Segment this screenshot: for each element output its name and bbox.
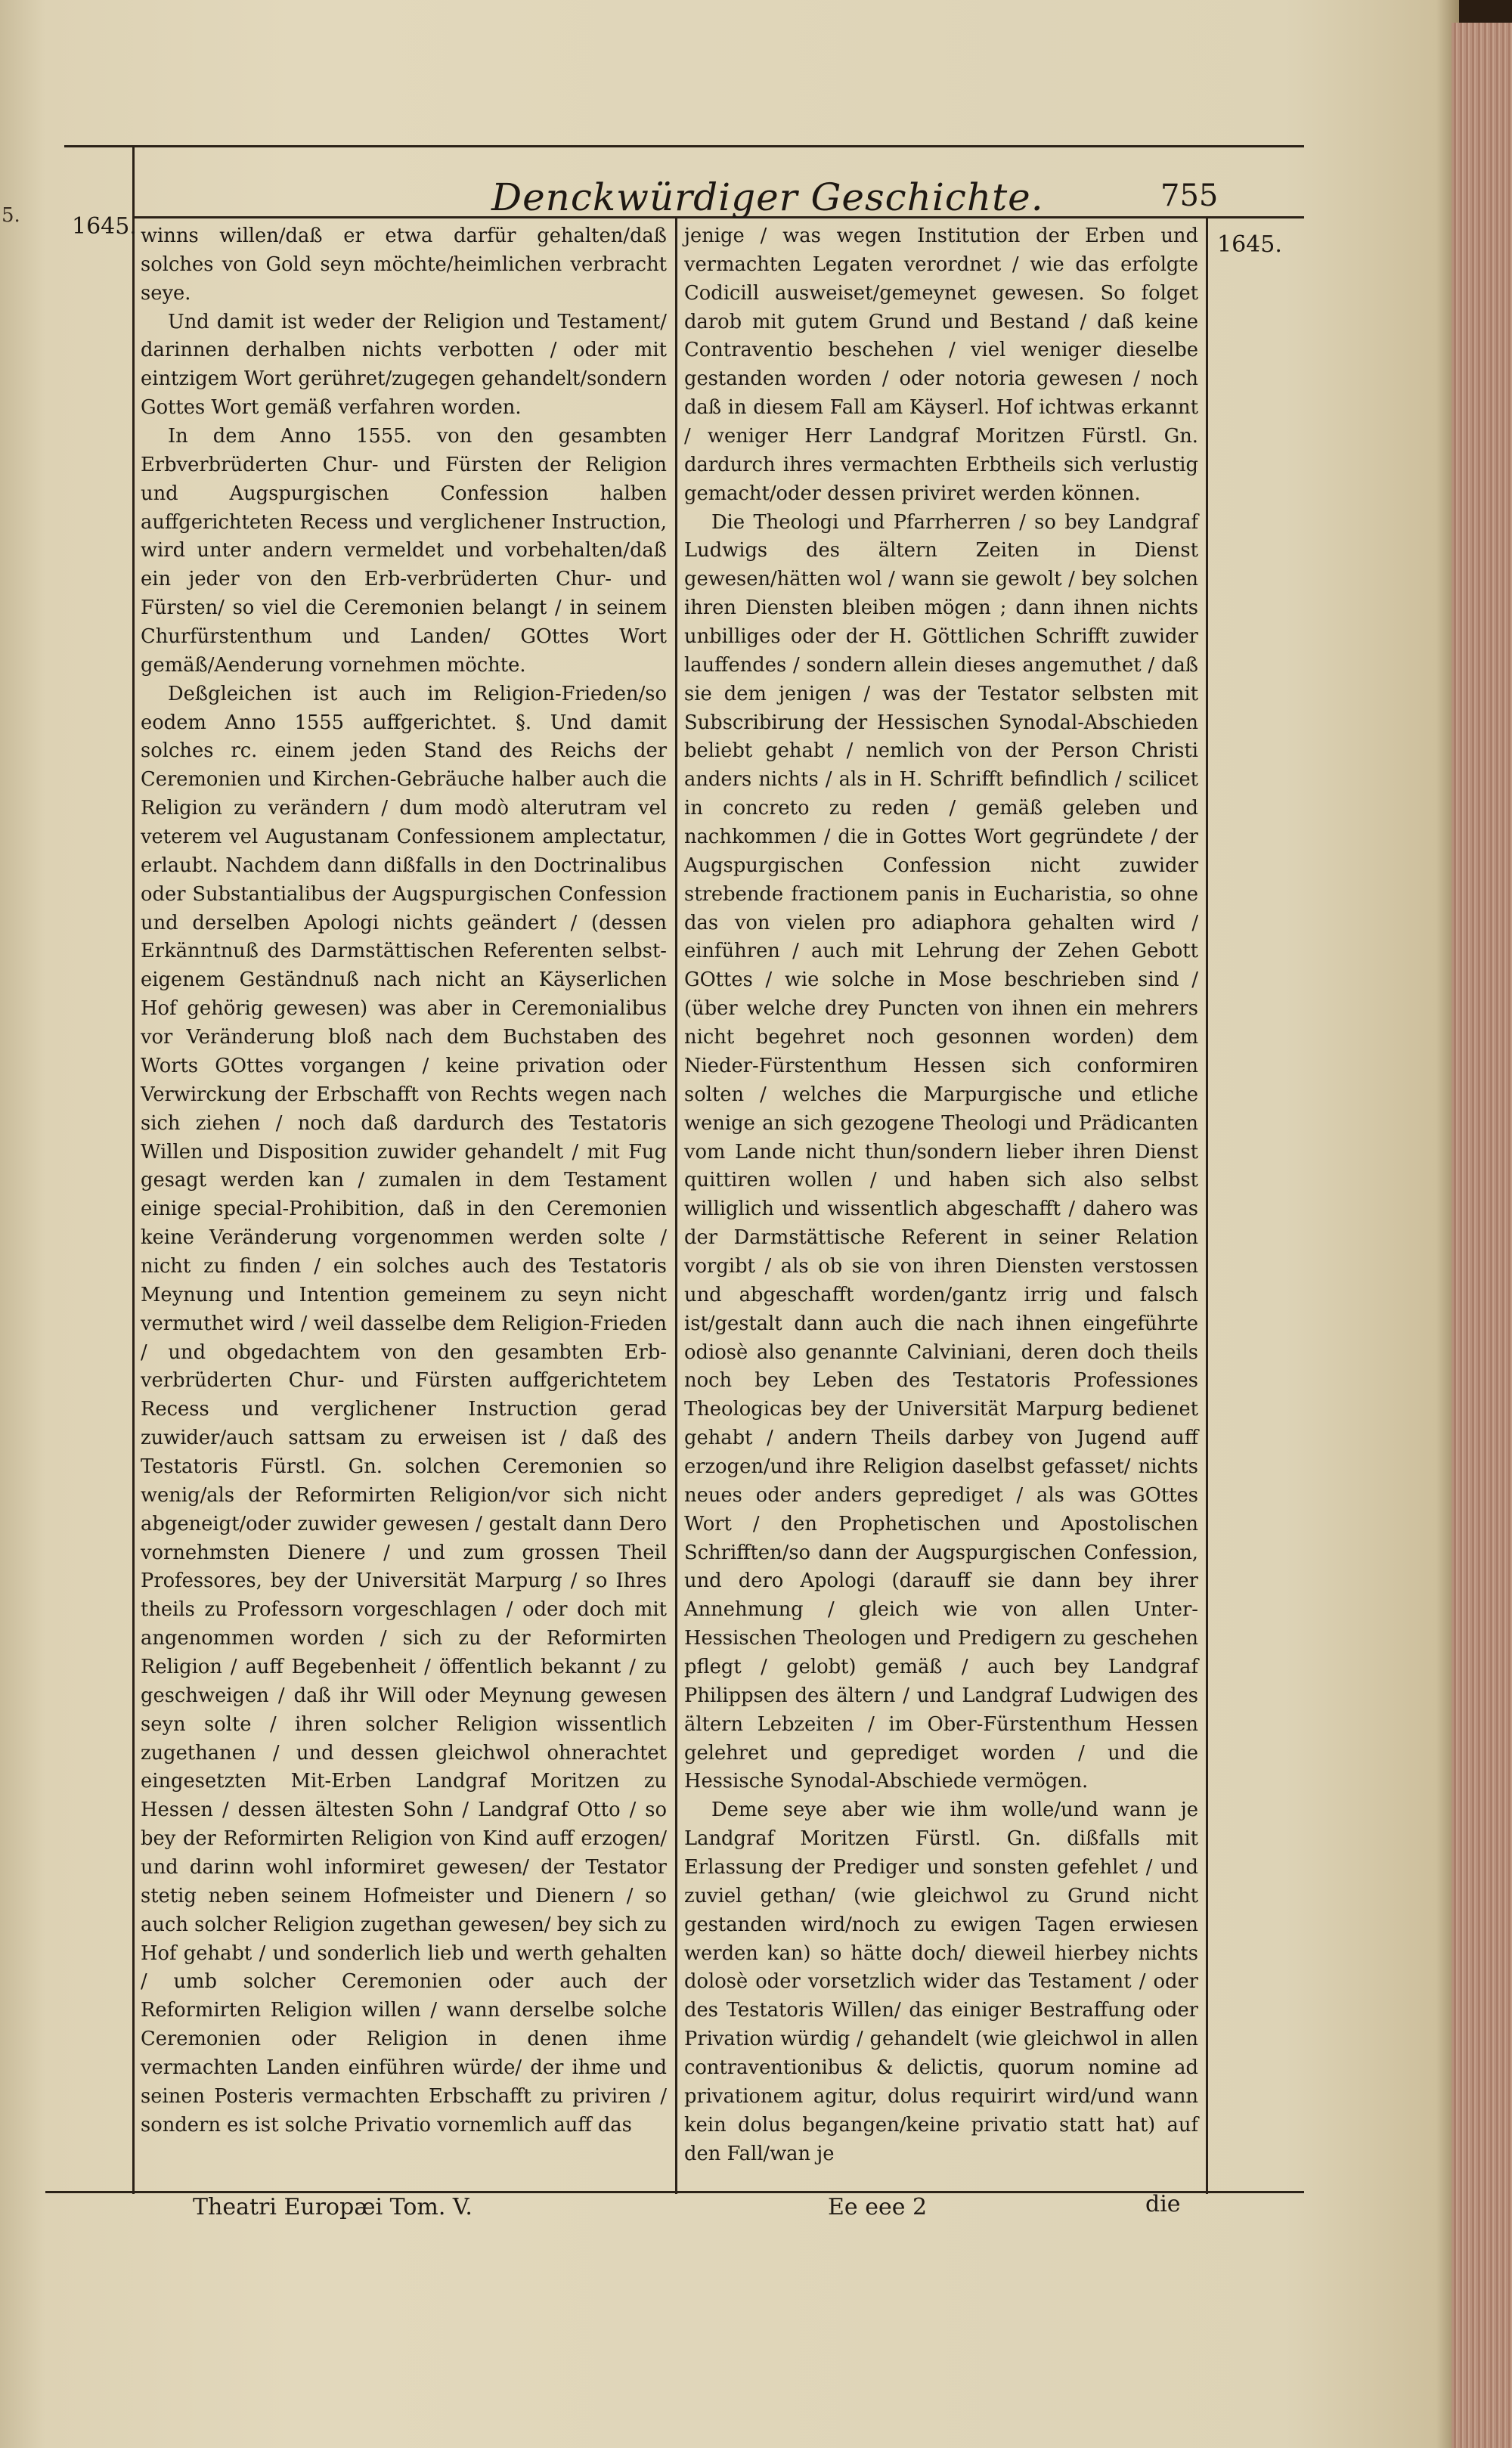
- paragraph: winns willen/daß er etwa darfür gehalten/daß solches von Gold seyn möchte/heimlichen verbracht seye.: [141, 225, 667, 305]
- paragraph: Deme seye aber wie ihm wolle/und wann je Landgraf Moritzen Fürstl. Gn. dißfalls mit Erlassung der Prediger und sonsten gefehlet / und zuviel gethan/ (wie gleichwol zu Grund nicht gestanden wird/noch zu ewigen Tagen erwiesen werden kan) so hätte doch/ dieweil hierbey nichts dolosè oder vorsetzlich wider das Testament / oder des Testatoris Willen/ das einiger Bestraffung oder Privation würdig / gehandelt (wie gleichwol in allen contraventionibus & delictis, quorum nomine ad privationem agitur, dolus requirirt wird/und wann kein dolus begangen/keine privatio statt hat) auf den Fall/wan je: [684, 1799, 1198, 2165]
- year-right: 1645.: [1217, 231, 1282, 258]
- paragraph: Deßgleichen ist auch im Religion-Frieden/so eodem Anno 1555 auffgerichtet. §. Und damit solches rc. einem jeden Stand des Reichs der Ceremonien und Kirchen-Gebräuche halber auch die Religion zu verändern / dum modò alterutram vel veterem vel Augustanam Confessionem amplectatur, erlaubt. Nachdem dann dißfalls in den Doctrinalibus oder Substantialibus der Augspurgischen Confession und derselben Apologi nichts geändert / (dessen Erkänntnuß des Darmstättischen Referenten selbst- eigenem Geständnuß nach nicht an Käyserlichen Hof gehörig gewesen) was aber in Ceremonialibus vor Veränderung bloß nach dem Buchstaben des Worts GOttes vorgangen / keine privation oder Verwirckung der Erbschafft von Rechts wegen nach sich ziehen / noch daß dardurch des Testatoris Willen und Disposition zuwider gehandelt / mit Fug gesagt werden kan / zumalen in dem Testament einige special-Prohibition, daß in den Ceremonien keine Veränderung vorgenommen werden solte / nicht zu finden / ein solches auch des Testatoris Meynung und Intention gemeinem zu seyn nicht vermuthet wird / weil dasselbe dem Religion-Frieden / und obgedachtem von den gesambten Erb-verbrüderten Chur- und Fürsten auffgerichtetem Recess und verglichener Instruction gerad zuwider/auch sattsam zu erweisen ist / daß des Testatoris Fürstl. Gn. solchen Ceremonien so wenig/als der Reformirten Religion/vor sich nicht abgeneigt/oder zuwider gewesen / gestalt dann Dero vornehmsten Dienere / und zum grossen Theil Professores, bey der Universität Marpurg / so Ihres theils zu Professorn vorgeschlagen / oder doch mit angenommen worden / sich zu der Reformirten Religion / auff Begebenheit / öffentlich bekannt / zu geschweigen / daß ihr Will oder Meynung gewesen seyn solte / ihren solcher Religion wissentlich zugethanen / und dessen gleichwol ohnerachtet eingesetzten Mit-Erben Landgraf Moritzen zu Hessen / dessen ältesten Sohn / Landgraf Otto / so bey der Reformirten Religion von Kind auff erzogen/ und darinn wohl informiret gewesen/ der Testator stetig neben seinem Hofmeister und Dienern / so auch solcher Religion zugethan gewesen/ bey sich zu Hof gehabt / und sonderlich lieb und werth gehalten / umb solcher Ceremonien oder auch der Reformirten Religion willen / wann derselbe solche Ceremonien oder Religion in denen ihme vermachten Landen einführen würde/ der ihme und seinen Posteris vermachten Erbschafft zu priviren / sondern es ist solche Privatio vornemlich auff das: [141, 682, 667, 2137]
- footer-book-title: Theatri Europæi Tom. V.: [193, 2194, 472, 2220]
- left-column: [141, 222, 667, 2140]
- page-number: 755: [1160, 178, 1219, 213]
- right-column: [684, 222, 1198, 2168]
- year-left: 1645.: [72, 213, 137, 240]
- footer-catchword: die: [1145, 2191, 1181, 2217]
- paragraph: In dem Anno 1555. von den gesambten Erbverbrüderten Chur- und Fürsten der Religion und Augspurgischen Confession halben auffgerichteten Recess und verglichener Instruction, wird unter andern vermeldet und vorbehalten/daß ein jeder von den Erb-verbrüderten Chur- und Fürsten/ so viel die Ceremonien belangt / in seinem Churfürstenthum und Landen/ GOttes Wort gemäß/Aenderung vornehmen möchte.: [141, 425, 667, 677]
- paragraph: Die Theologi und Pfarrherren / so bey Landgraf Ludwigs des ältern Zeiten in Dienst gewesen/hätten wol / wann sie gewolt / bey solchen ihren Diensten bleiben mögen ; dann ihnen nichts unbilliges oder der H. Göttlichen Schrifft zuwider lauffendes / sondern allein dieses angemuthet / daß sie dem jenigen / was der Testator selbsten mit Subscribirung der Hessischen Synodal-Abschieden beliebt gehabt / nemlich von der Person Christi anders nichts / als in H. Schrifft befindlich / scilicet in concreto zu reden / gemäß geleben und nachkommen / die in Gottes Wort gegründete / der Augspurgischen Confession nicht zuwider strebende fractionem panis in Eucharistia, so ohne das von vielen pro adiaphora gehalten wird / einführen / auch mit Lehrung der Zehen Gebott GOttes / wie solche in Mose beschrieben sind / (über welche drey Puncten von ihnen ein mehrers nicht begehret noch gesonnen worden) dem Nieder-Fürstenthum Hessen sich conformiren solten / welches die Marpurgische und etliche wenige an sich gezogene Theologi und Prädicanten vom Lande nicht thun/sondern lieber ihren Dienst quittiren wollen / und haben sich also selbst williglich und wissentlich abgeschafft / dahero was der Darmstättische Referent in seiner Relation vorgibt / als ob sie von ihren Diensten verstossen und abgeschafft worden/gantz irrig und falsch ist/gestalt dann auch die nach ihnen eingeführte odiosè also genannte Calviniani, deren doch theils noch bey Leben des Testatoris Professiones Theologicas bey der Universität Marpurg bedienet gehabt / andern Theils darbey von Jugend auff erzogen/und ihre Religion daselbst gefasset/ nichts neues oder anders geprediget / als was GOttes Wort / den Prophetischen und Apostolischen Schrifften/so dann der Augspurgischen Confession, und dero Apologi (darauff sie dann bey ihrer Annehmung / gleich wie von allen Unter-Hessischen Theologen und Predigern zu geschehen pflegt / gelobt) gemäß / auch bey Landgraf Philippsen des ältern / und Landgraf Ludwigen des ältern Lebzeiten / im Ober-Fürstenthum Hessen gelehret und geprediget worden / und die Hessische Synodal-Abschiede vermögen.: [684, 510, 1198, 1793]
- frame-top-rule: [64, 145, 1304, 147]
- column-divider: [675, 216, 677, 2194]
- page-edges: [1452, 23, 1512, 2448]
- right-frame-rule: [1206, 216, 1208, 2194]
- left-frame-rule: [132, 145, 135, 2194]
- paragraph: jenige / was wegen Institution der Erben und vermachten Legaten verordnet / wie das erfolgte Codicill ausweiset/gemeynet gewesen. So folget darob mit gutem Grund und Bestand / daß keine Contraventio beschehen / viel weniger dieselbe gestanden worden / oder notoria gewesen / noch daß in diesem Fall am Käyserl. Hof ichtwas erkannt / weniger Herr Landgraf Moritzen Fürstl. Gn. dardurch ihres vermachten Erbtheils sich verlustig gemacht/oder dessen priviret werden können.: [684, 225, 1198, 505]
- running-head: Denckwürdiger Geschichte.: [491, 175, 1044, 219]
- footer-signature: Ee eee 2: [828, 2194, 928, 2220]
- margin-mark: 5.: [2, 204, 20, 227]
- paragraph: Und damit ist weder der Religion und Testament/ darinnen derhalben nichts verbotten / oder mit eintzigem Wort gerühret/zugegen gehandelt/sondern Gottes Wort gemäß verfahren worden.: [141, 310, 667, 420]
